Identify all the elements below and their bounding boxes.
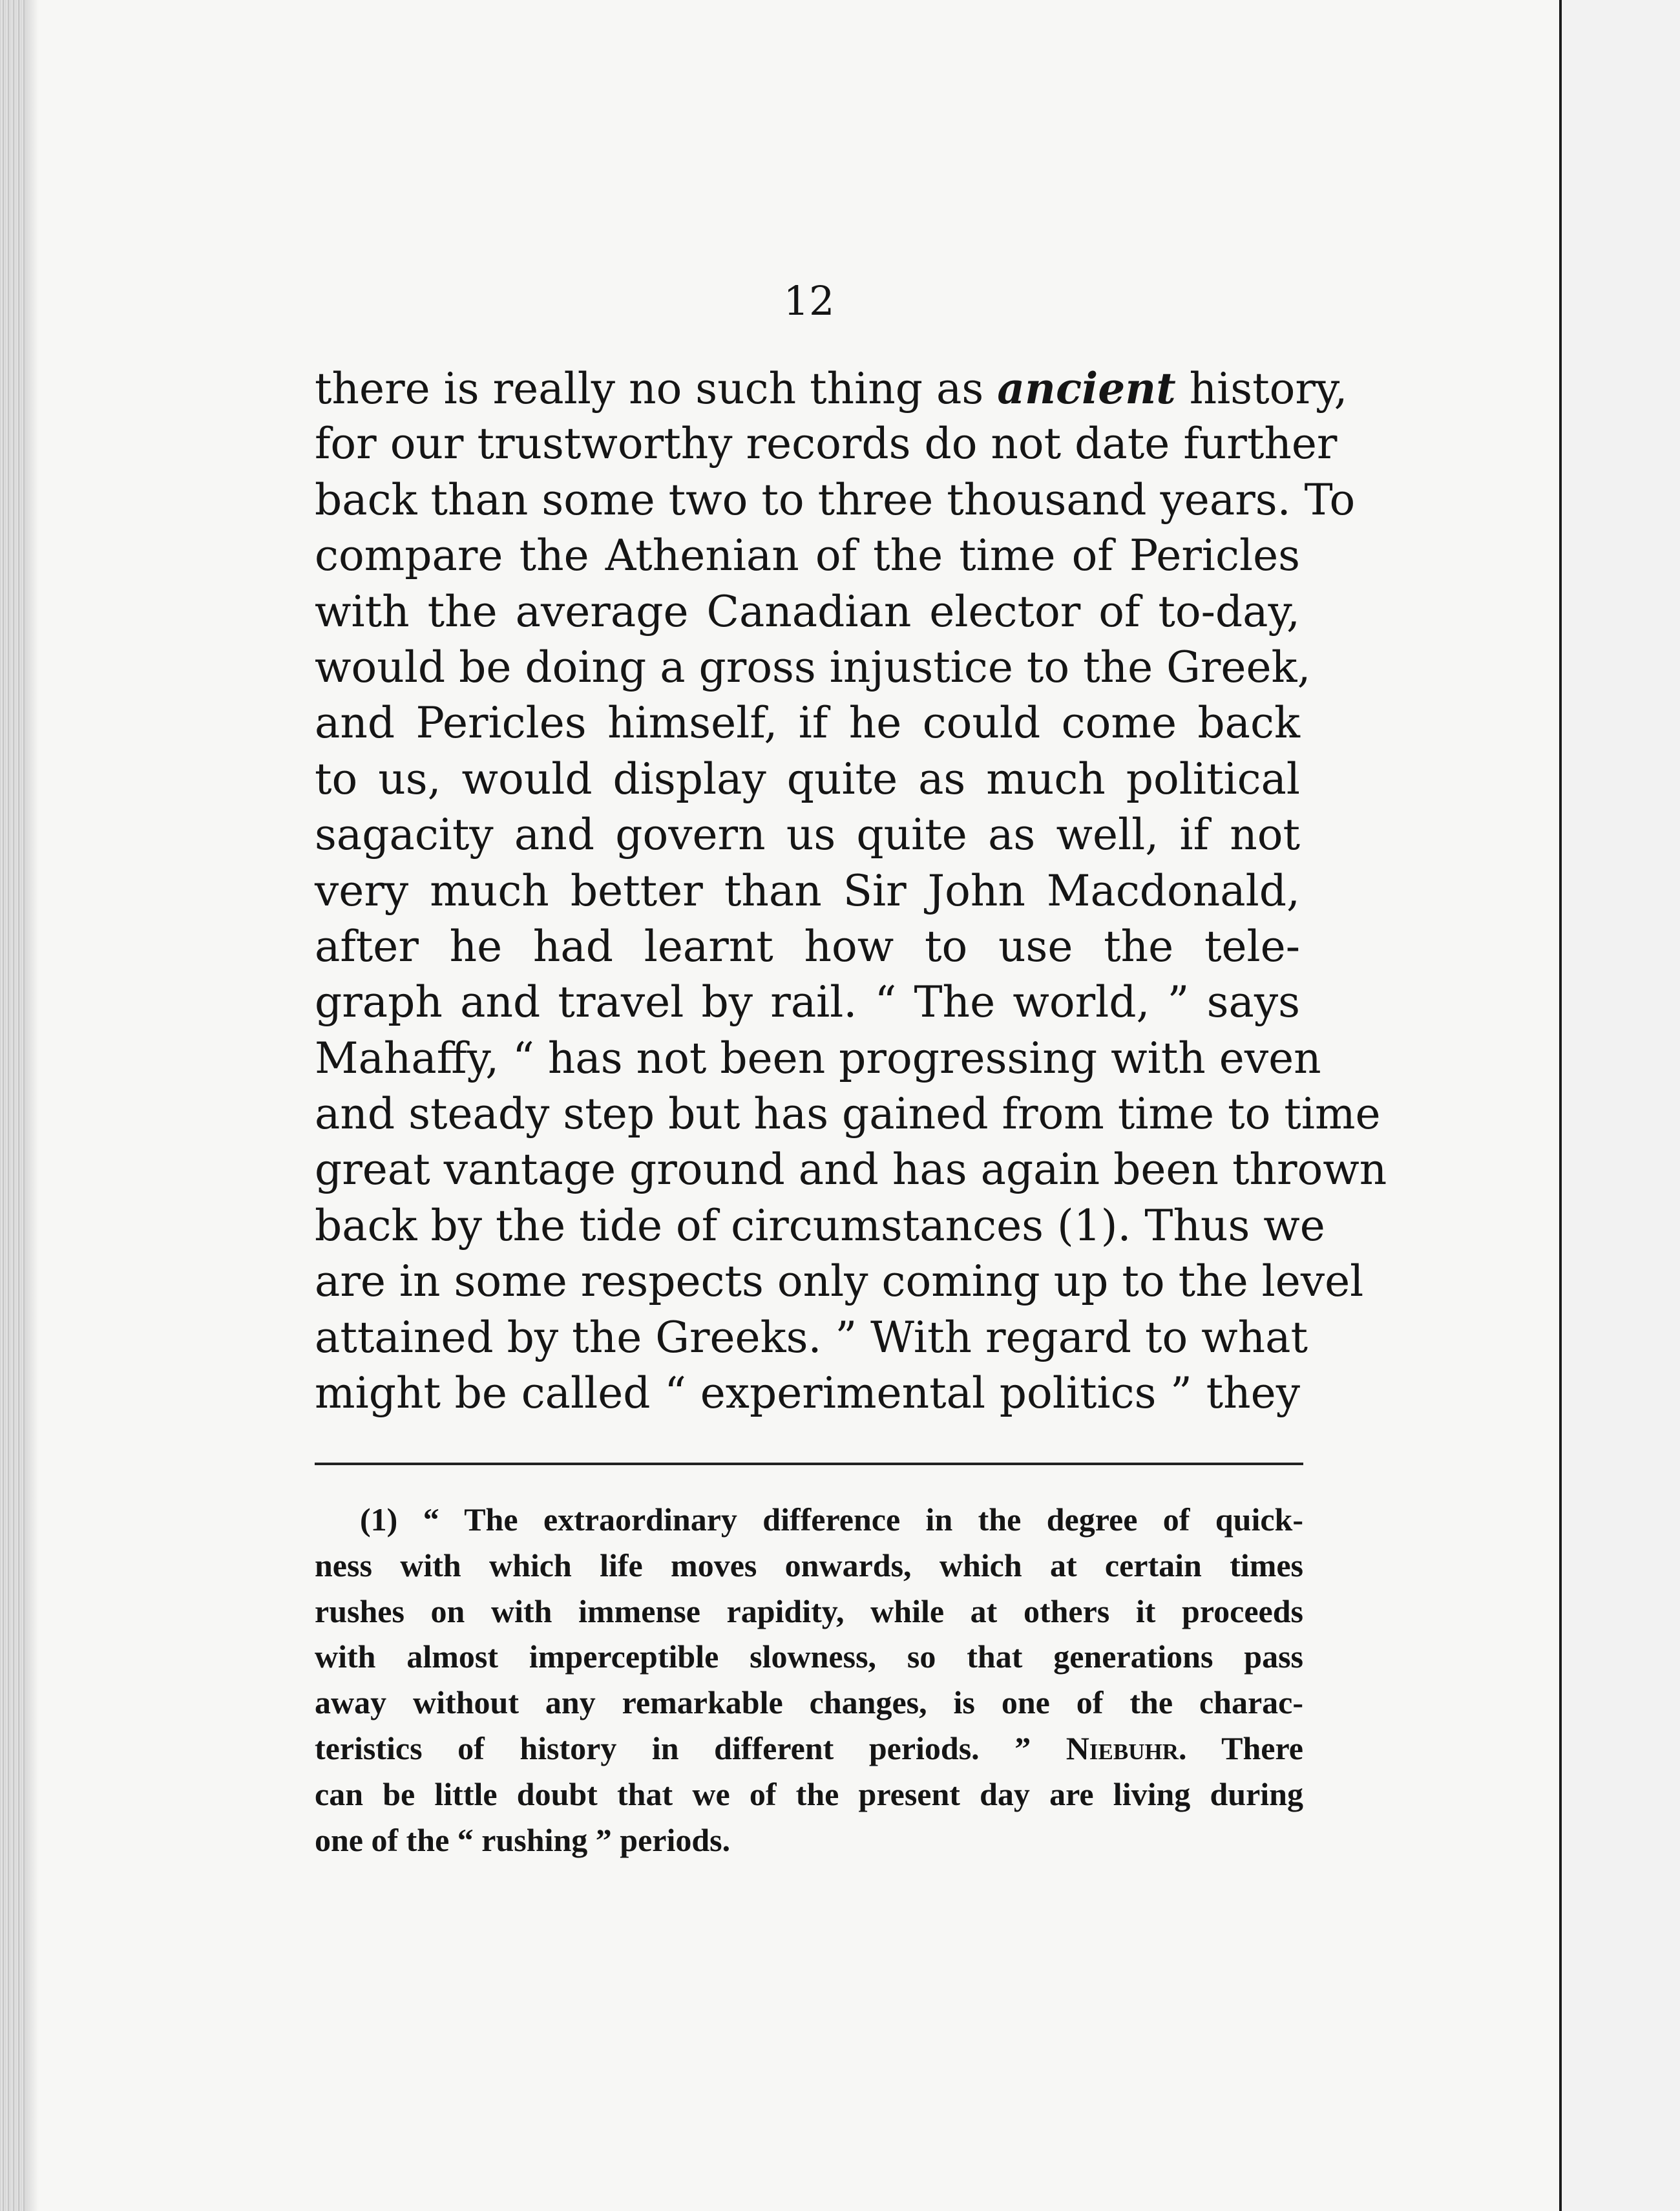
body-line: and Pericles himself, if he could come back: [315, 698, 1300, 748]
footnote-line: can be little doubt that we of the present day are living during: [315, 1775, 1303, 1812]
body-line: compare the Athenian of the time of Pericles: [315, 531, 1300, 581]
body-paragraph: [315, 361, 1387, 1421]
body-line: back by the tide of circumstances (1). Thus we: [315, 1200, 1325, 1251]
body-line: great vantage ground and has again been thrown: [315, 1145, 1387, 1195]
body-line: sagacity and govern us quite as well, if not: [315, 810, 1300, 860]
body-line: Mahaffy, “ has not been progressing with even: [315, 1033, 1321, 1083]
body-line: with the average Canadian elector of to-day,: [315, 586, 1300, 637]
body-line: might be called “ experimental politics ” they: [315, 1368, 1300, 1419]
body-line: to us, would display quite as much political: [315, 754, 1300, 804]
footnote-line: one of the “ rushing ” periods.: [315, 1821, 731, 1858]
scan-left-shadow: [25, 0, 39, 2211]
footnote-line: ness with which life moves onwards, which at certain times: [315, 1547, 1303, 1583]
scan-left-edge: [0, 0, 25, 2211]
body-line: are in some respects only coming up to the level: [315, 1256, 1364, 1307]
body-line: there is really no such thing as ancient history,: [315, 363, 1348, 414]
citation-author: Niebuhr.: [1066, 1730, 1187, 1766]
footnote: [315, 1497, 1303, 1863]
body-line: after he had learnt how to use the tele-: [315, 921, 1300, 971]
body-line: would be doing a gross injustice to the Greek,: [315, 642, 1311, 692]
body-line: and steady step but has gained from time to time: [315, 1089, 1381, 1139]
footnote-line: rushes on with immense rapidity, while at others it proceeds: [315, 1592, 1303, 1629]
footnote-line: (1) “ The extraordinary difference in the degree of quick-: [360, 1501, 1303, 1538]
page-number: 12: [783, 277, 835, 324]
body-line: graph and travel by rail. “ The world, ” says: [315, 977, 1300, 1028]
book-page: [315, 0, 1387, 2211]
body-line: back than some two to three thousand years. To: [315, 474, 1356, 525]
footnote-line: teristics of history in different periods. ” Niebuhr. There: [315, 1730, 1303, 1766]
body-line: attained by the Greeks. ” With regard to what: [315, 1312, 1308, 1362]
body-line: very much better than Sir John Macdonald,: [315, 865, 1300, 916]
footnote-line: away without any remarkable changes, is one of the charac-: [315, 1684, 1303, 1721]
body-line: for our trustworthy records do not date further: [315, 419, 1338, 469]
emphasized-word: ancient: [997, 363, 1176, 414]
footnote-divider: [315, 1463, 1303, 1465]
scan-right-margin: [1562, 0, 1680, 2211]
footnote-line: with almost imperceptible slowness, so that generations pass: [315, 1638, 1303, 1675]
scan-page-edge-line: [1559, 0, 1562, 2211]
